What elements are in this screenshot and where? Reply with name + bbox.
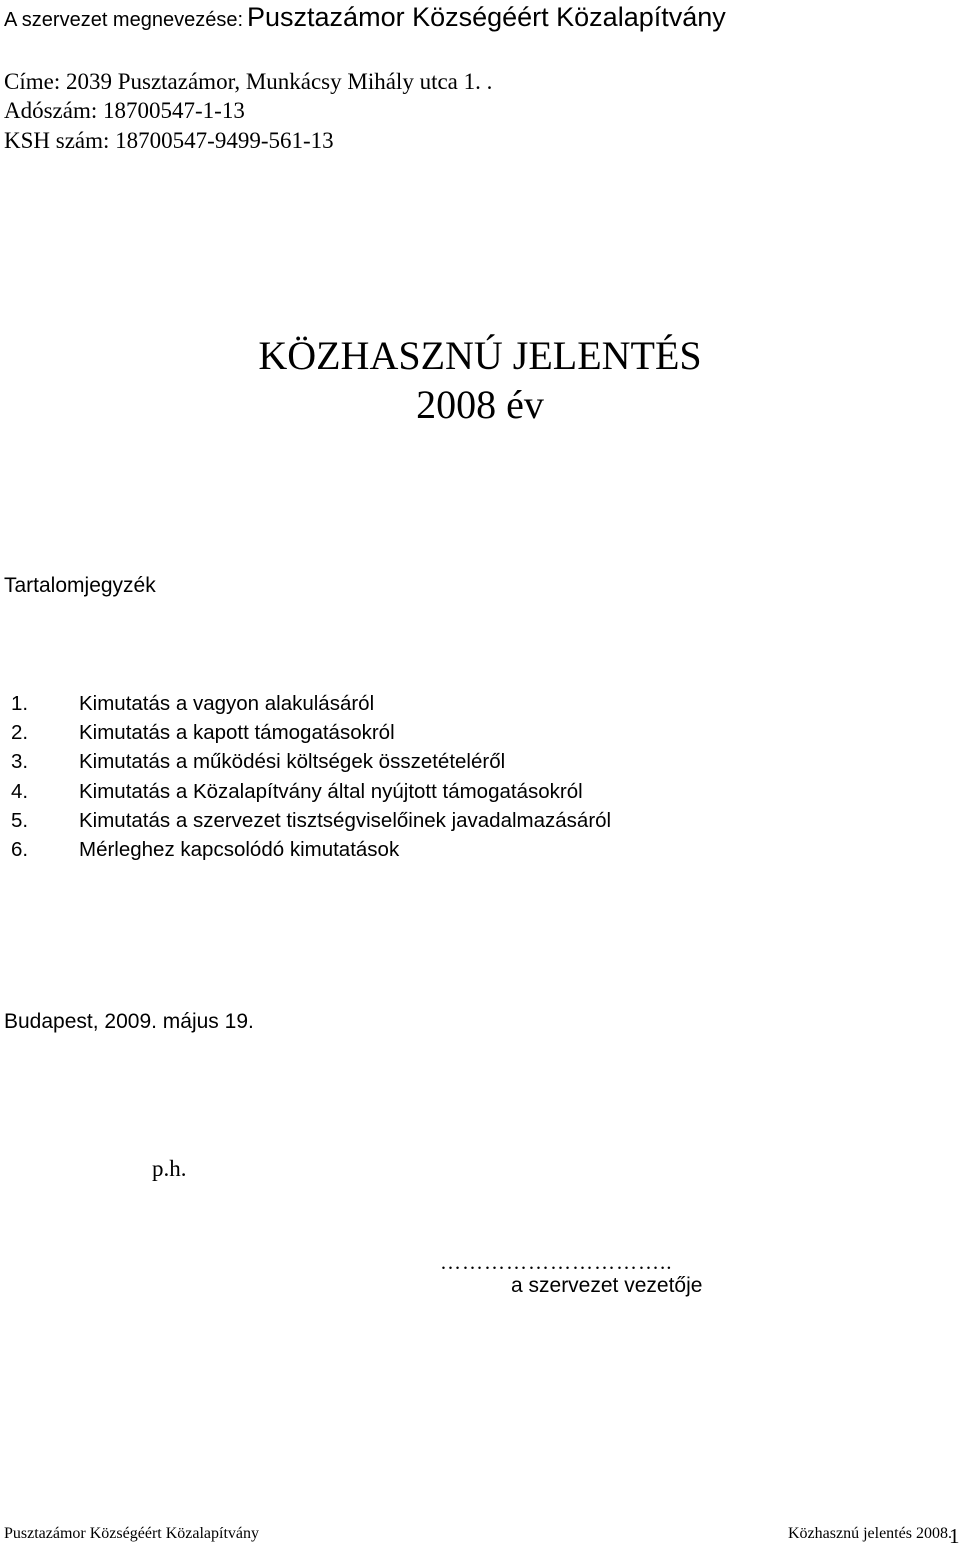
signatory-role: a szervezet vezetője xyxy=(511,1274,703,1297)
toc-item-number: 5. xyxy=(11,808,29,832)
report-year: 2008 év xyxy=(416,382,544,427)
toc-item-text: Kimutatás a Közalapítvány által nyújtott támogatásokról xyxy=(79,779,583,803)
toc-item-number: 4. xyxy=(11,779,29,803)
footer-report-title: Közhasznú jelentés 2008. xyxy=(788,1525,952,1542)
toc-item xyxy=(11,835,611,864)
toc-item-text: Kimutatás a szervezet tisztségviselőinek javadalmazásáról xyxy=(79,808,612,832)
ksh-number: KSH szám: 18700547-9499-561-13 xyxy=(4,128,334,153)
tax-number: Adószám: 18700547-1-13 xyxy=(4,98,245,123)
toc-item xyxy=(11,718,611,747)
toc-item xyxy=(11,777,611,806)
organization-name: Pusztazámor Községéért Közalapítvány xyxy=(247,2,726,32)
toc-heading: Tartalomjegyzék xyxy=(4,574,156,597)
footer-organization: Pusztazámor Községéért Közalapítvány xyxy=(4,1525,260,1542)
address: Címe: 2039 Pusztazámor, Munkácsy Mihály utca 1. . xyxy=(4,69,493,94)
toc-item-number: 2. xyxy=(11,721,29,745)
organization-label: A szervezet megnevezése: xyxy=(4,9,244,31)
toc-item-number: 6. xyxy=(11,838,29,862)
toc-item xyxy=(11,747,611,776)
toc-item xyxy=(11,806,611,835)
organization-line xyxy=(4,0,726,34)
toc-item-text: Kimutatás a kapott támogatásokról xyxy=(79,721,395,745)
report-title: KÖZHASZNÚ JELENTÉS xyxy=(258,333,702,378)
signature-line: ………………………….. xyxy=(440,1250,673,1274)
stamp-placeholder: p.h. xyxy=(152,1156,187,1181)
toc-item-number: 3. xyxy=(11,750,29,774)
toc-item xyxy=(11,689,611,718)
toc-item-text: Mérleghez kapcsolódó kimutatások xyxy=(79,838,400,862)
toc-item-text: Kimutatás a működési költségek összetételéről xyxy=(79,750,506,774)
table-of-contents xyxy=(11,689,611,864)
toc-item-text: Kimutatás a vagyon alakulásáról xyxy=(79,692,375,715)
place-and-date: Budapest, 2009. május 19. xyxy=(4,1010,254,1033)
page-number: 1 xyxy=(949,1524,960,1548)
toc-item-number: 1. xyxy=(11,692,29,715)
